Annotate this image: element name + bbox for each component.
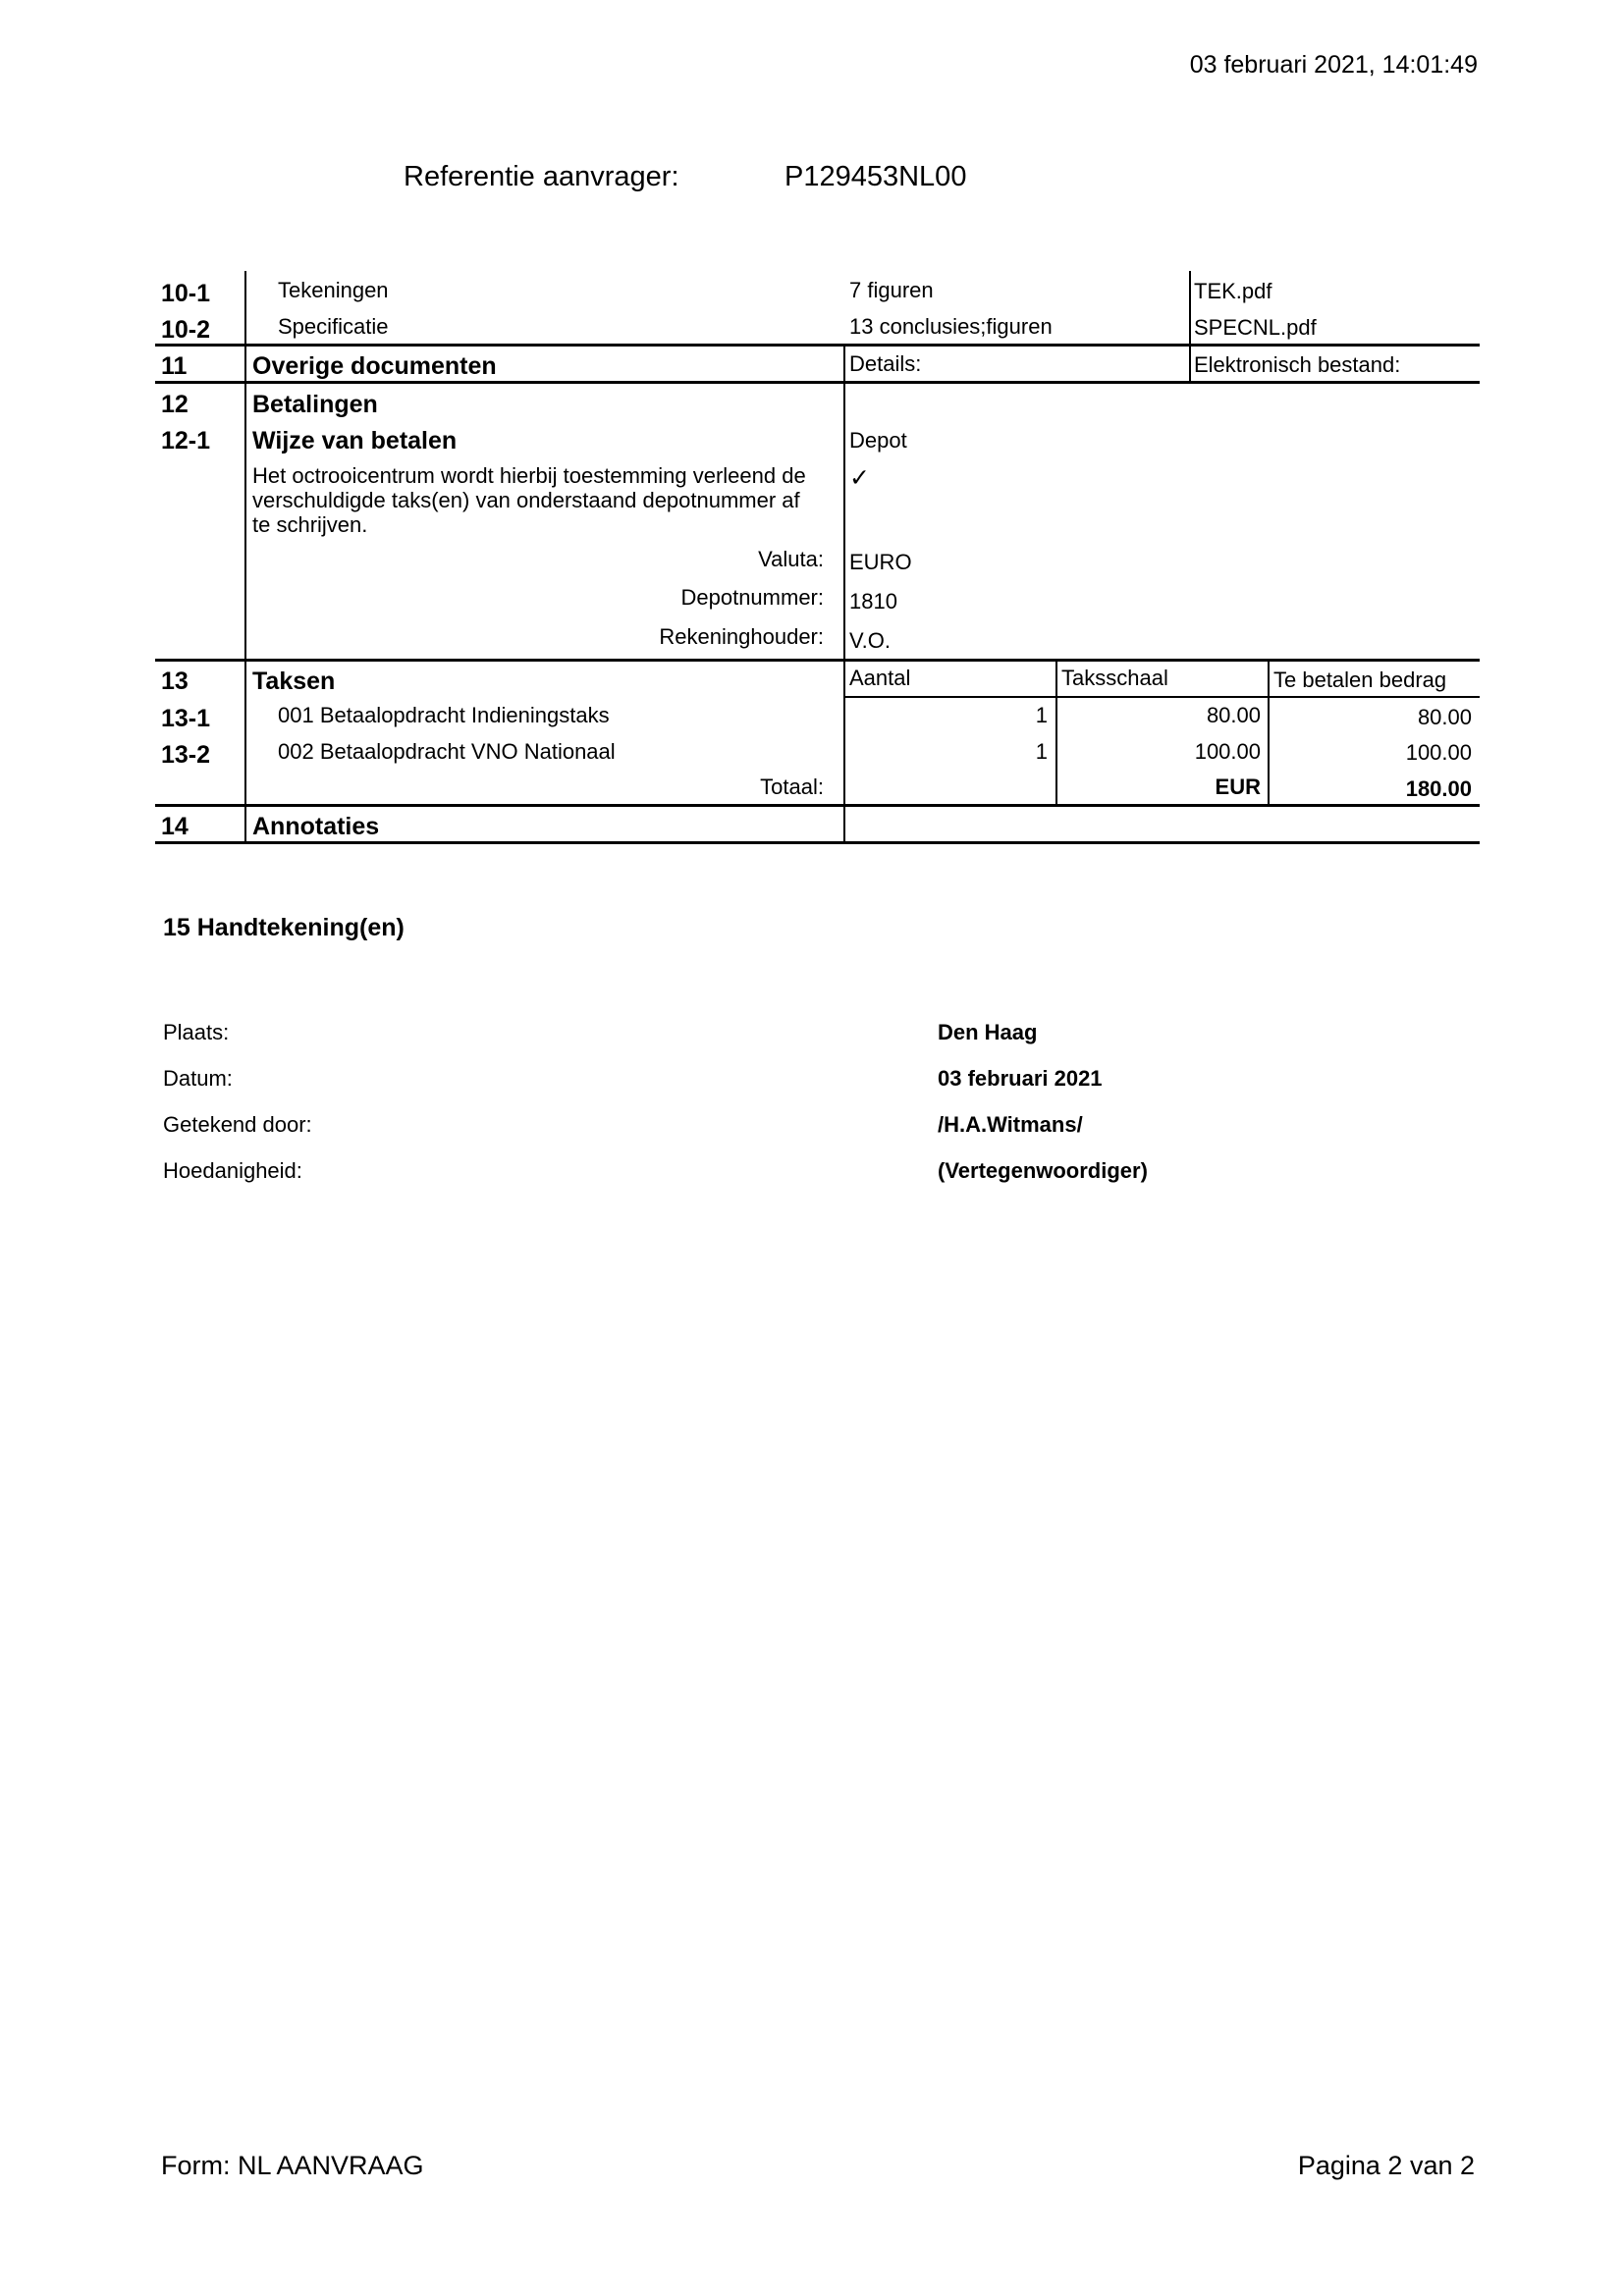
rule-section12-top	[155, 381, 1480, 384]
row-number: 10-2	[161, 316, 211, 344]
signed-by-label: Getekend door:	[163, 1112, 312, 1137]
column-divider-file	[1189, 271, 1191, 382]
total-amount: 180.00	[1405, 776, 1472, 801]
row-detail: 7 figuren	[849, 278, 934, 302]
section12-1-title: Wijze van betalen	[252, 427, 458, 454]
rule-section11-top	[155, 344, 1480, 347]
deposit-value: 1810	[849, 589, 897, 614]
column-divider-detail	[843, 344, 845, 844]
form-name: Form: NL AANVRAAG	[161, 2151, 424, 2180]
authorization-text-line: verschuldigde taks(en) van onderstaand depotnummer af	[252, 488, 800, 512]
authorization-text-line: te schrijven.	[252, 512, 368, 537]
reference-value: P129453NL00	[784, 161, 967, 192]
row-label: Specificatie	[278, 314, 389, 339]
row-file: SPECNL.pdf	[1194, 315, 1317, 340]
date-value: 03 februari 2021	[938, 1066, 1103, 1091]
section11-number: 11	[161, 352, 188, 380]
currency-label: Valuta:	[758, 547, 824, 571]
section11-file-label: Elektronisch bestand:	[1194, 352, 1401, 377]
currency-value: EURO	[849, 550, 912, 574]
rule-section13-top	[155, 659, 1480, 662]
holder-value: V.O.	[849, 628, 891, 653]
section13-title: Taksen	[252, 667, 336, 695]
total-currency: EUR	[1215, 774, 1261, 799]
section11-details-label: Details:	[849, 351, 922, 376]
fee-row-label: 002 Betaalopdracht VNO Nationaal	[278, 739, 616, 764]
holder-label: Rekeninghouder:	[659, 624, 824, 649]
fee-row-amount: 80.00	[1417, 705, 1472, 729]
section11-title: Overige documenten	[252, 352, 497, 380]
column-divider-number	[244, 271, 246, 844]
rule-table-bottom	[155, 841, 1480, 844]
payment-method: Depot	[849, 428, 907, 453]
fee-row-amount: 100.00	[1405, 740, 1472, 765]
row-detail: 13 conclusies;figuren	[849, 314, 1053, 339]
reference-label: Referentie aanvrager:	[404, 161, 679, 192]
rule-fee-header	[843, 696, 1480, 698]
authorization-text	[252, 463, 806, 537]
checkmark-icon: ✓	[849, 464, 870, 492]
fee-row-rate: 100.00	[1194, 739, 1261, 764]
capacity-value: (Vertegenwoordiger)	[938, 1158, 1148, 1183]
row-file: TEK.pdf	[1194, 279, 1272, 303]
section14-title: Annotaties	[252, 813, 380, 840]
print-timestamp: 03 februari 2021, 14:01:49	[1189, 51, 1478, 79]
fee-column-amount: Te betalen bedrag	[1273, 667, 1447, 692]
fee-column-count: Aantal	[849, 666, 911, 690]
capacity-label: Hoedanigheid:	[163, 1158, 302, 1183]
column-divider-amount	[1268, 659, 1270, 806]
place-value: Den Haag	[938, 1020, 1038, 1044]
date-label: Datum:	[163, 1066, 233, 1091]
section12-title: Betalingen	[252, 391, 378, 418]
section13-number: 13	[161, 667, 189, 695]
fee-row-rate: 80.00	[1206, 703, 1261, 727]
row-number: 10-1	[161, 280, 211, 307]
fee-row-number: 13-1	[161, 705, 211, 732]
row-label: Tekeningen	[278, 278, 389, 302]
column-divider-rate	[1055, 659, 1057, 806]
section14-number: 14	[161, 813, 189, 840]
rule-section14-top	[155, 804, 1480, 807]
signatures-title: 15 Handtekening(en)	[163, 914, 405, 941]
fee-row-count: 1	[1035, 703, 1048, 727]
deposit-label: Depotnummer:	[680, 585, 824, 610]
fee-row-count: 1	[1035, 739, 1048, 764]
fee-column-rate: Taksschaal	[1061, 666, 1168, 690]
page-number: Pagina 2 van 2	[1297, 2151, 1475, 2180]
authorization-text-line: Het octrooicentrum wordt hierbij toestemming verleend de	[252, 463, 806, 488]
place-label: Plaats:	[163, 1020, 230, 1044]
section12-number: 12	[161, 391, 189, 418]
signed-by-value: /H.A.Witmans/	[938, 1112, 1083, 1137]
fee-row-label: 001 Betaalopdracht Indieningstaks	[278, 703, 610, 727]
fee-row-number: 13-2	[161, 741, 211, 769]
section12-1-number: 12-1	[161, 427, 211, 454]
total-label: Totaal:	[760, 774, 824, 799]
